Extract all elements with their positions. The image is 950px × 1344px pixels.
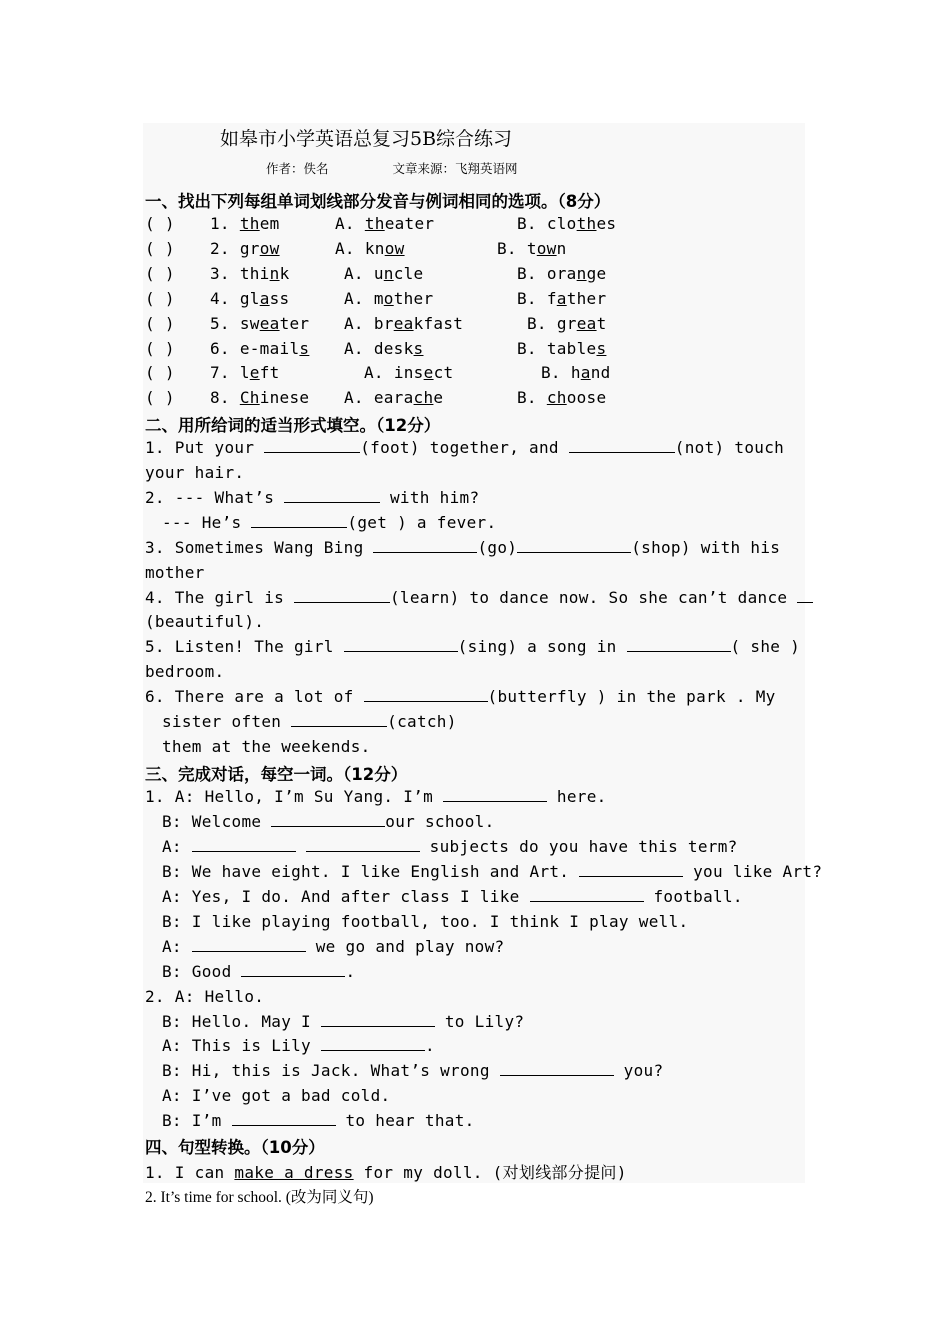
dialog-2-line-4: B: Hi, this is Jack. What’s wrong you?: [162, 1061, 664, 1080]
word-underlined: n: [269, 263, 280, 283]
word-part: ft: [259, 363, 280, 383]
example-word: [210, 289, 290, 308]
example-word: [210, 264, 290, 283]
word-underlined: ch: [413, 388, 434, 408]
word-part: k: [279, 263, 290, 283]
dialog-1-line-6: B: I like playing football, too. I think I play well.: [162, 912, 689, 931]
word-part: ther: [566, 288, 607, 308]
word-part: e: [433, 388, 444, 408]
dialog-2-line-6: B: I’m to hear that.: [162, 1111, 475, 1130]
s2-q3-line2: mother: [145, 563, 205, 582]
word-underlined: n: [576, 263, 587, 283]
word-underlined: n: [383, 263, 394, 283]
option-a: [344, 264, 424, 283]
answer-paren: ( ): [145, 313, 175, 333]
question-number: 1.: [210, 214, 230, 233]
section-3-heading: 三、完成对话，每空一词。（12分）: [145, 765, 408, 784]
option-label: B.: [517, 338, 537, 358]
word-part: gr: [239, 238, 260, 258]
word-part: clo: [546, 214, 577, 233]
word-part: ss: [269, 288, 290, 308]
s2-q6-line2: sister often (catch): [162, 712, 457, 731]
option-b: [497, 239, 567, 258]
option-label: B.: [541, 363, 561, 383]
word-underlined: ow: [384, 238, 405, 258]
s4-q2: 2. It’s time for school. (改为同义句): [145, 1189, 374, 1206]
word-part: kfast: [413, 313, 464, 333]
option-a: [344, 289, 433, 308]
word-part: u: [373, 263, 384, 283]
question-number: 4.: [210, 288, 230, 308]
word-part: gl: [239, 288, 260, 308]
option-a: [344, 388, 443, 407]
word-underlined: s: [596, 338, 607, 358]
word-part: cle: [393, 263, 424, 283]
author: 作者：佚名: [266, 161, 329, 176]
word-part: gr: [556, 313, 577, 333]
word-part: eara: [373, 388, 414, 408]
word-part: f: [546, 288, 557, 308]
example-word: [210, 314, 309, 333]
question-number: 5.: [210, 313, 230, 333]
option-label: A.: [344, 263, 364, 283]
answer-paren: ( ): [145, 263, 175, 283]
option-label: A.: [344, 288, 364, 308]
section-2-heading: 二、用所给词的适当形式填空。（12分）: [145, 416, 441, 435]
section-4-heading: 四、句型转换。（10分）: [145, 1138, 325, 1157]
word-underlined: th: [364, 214, 385, 233]
word-part: t: [526, 238, 537, 258]
answer-paren: ( ): [145, 338, 175, 358]
word-part: ins: [393, 363, 424, 383]
s2-q2-line1: 2. --- What’s with him?: [145, 488, 480, 507]
option-label: B.: [517, 263, 537, 283]
example-word: [210, 388, 309, 407]
word-part: desk: [373, 338, 414, 358]
dialog-1-line-8: B: Good .: [162, 962, 356, 981]
option-label: A.: [344, 338, 364, 358]
option-b: [541, 363, 611, 382]
example-word: [210, 214, 280, 233]
dialog-2-line-5: A: I’ve got a bad cold.: [162, 1086, 391, 1105]
example-word: [210, 339, 309, 358]
word-part: oose: [566, 388, 607, 408]
word-underlined: th: [239, 214, 260, 233]
question-number: 2.: [210, 238, 230, 258]
question-number: 8.: [210, 388, 230, 408]
s2-q6-line3: them at the weekends.: [162, 737, 371, 756]
option-a: [335, 214, 434, 233]
word-part: nd: [590, 363, 611, 383]
option-label: B.: [517, 288, 537, 308]
word-underlined: ea: [393, 313, 414, 333]
word-part: t: [596, 313, 607, 333]
word-underlined: a: [580, 363, 591, 383]
word-part: br: [373, 313, 394, 333]
answer-paren: ( ): [145, 214, 175, 233]
s2-q4-line2: (beautiful).: [145, 612, 265, 631]
word-part: ct: [433, 363, 454, 383]
option-b: [517, 264, 606, 283]
byline: [266, 159, 582, 177]
option-label: A.: [335, 238, 355, 258]
word-part: ora: [546, 263, 577, 283]
question-number: 7.: [210, 363, 230, 383]
word-underlined: ch: [546, 388, 567, 408]
dialog-1-line-5: A: Yes, I do. And after class I like football.: [162, 887, 743, 906]
word-underlined: ea: [259, 313, 280, 333]
dialog-1-line-4: B: We have eight. I like English and Art. you like Art?: [162, 862, 823, 881]
s4-q1: 1. I can make a dress for my doll. (对划线部分提问): [145, 1163, 627, 1182]
word-part: ge: [586, 263, 607, 283]
word-underlined: e: [249, 363, 260, 383]
s2-q6-line1: 6. There are a lot of (butterfly ) in the park . My: [145, 687, 776, 706]
s2-q1-line2: your hair.: [145, 463, 245, 482]
option-b: [517, 289, 606, 308]
example-word: [210, 239, 280, 258]
answer-paren: ( ): [145, 388, 175, 408]
word-underlined: Ch: [239, 388, 260, 408]
word-underlined: ow: [536, 238, 557, 258]
word-part: thi: [239, 263, 270, 283]
answer-paren: ( ): [145, 363, 175, 383]
word-part: m: [373, 288, 384, 308]
s2-q4-line1: 4. The girl is (learn) to dance now. So she can’t dance: [145, 588, 813, 607]
answer-paren: ( ): [145, 288, 175, 308]
word-part: em: [259, 214, 280, 233]
option-label: A.: [344, 388, 364, 408]
word-part: e-mail: [239, 338, 300, 358]
option-b: [527, 314, 607, 333]
underlined-phrase: make a dress: [234, 1163, 354, 1182]
word-underlined: s: [299, 338, 310, 358]
word-underlined: a: [259, 288, 270, 308]
dialog-2-line-1: 2. A: Hello.: [145, 987, 265, 1006]
word-part: inese: [259, 388, 310, 408]
question-number: 3.: [210, 263, 230, 283]
s2-q5-line2: bedroom.: [145, 662, 225, 681]
option-label: B.: [517, 214, 537, 233]
word-underlined: s: [413, 338, 424, 358]
option-b: [517, 388, 606, 407]
section-1-heading: 一、找出下列每组单词划线部分发音与例词相同的选项。（8分）: [145, 192, 611, 211]
dialog-1-line-7: A: we go and play now?: [162, 937, 505, 956]
option-label: A.: [344, 313, 364, 333]
word-part: kn: [364, 238, 385, 258]
word-underlined: ea: [576, 313, 597, 333]
option-label: A.: [364, 363, 384, 383]
dialog-1-line-1: 1. A: Hello, I’m Su Yang. I’m here.: [145, 787, 607, 806]
word-part: eater: [384, 214, 435, 233]
option-a: [364, 363, 453, 382]
dialog-2-line-3: A: This is Lily .: [162, 1036, 435, 1055]
word-part: table: [546, 338, 597, 358]
dialog-1-line-3: A: subjects do you have this term?: [162, 837, 738, 856]
option-label: A.: [335, 214, 355, 233]
answer-paren: ( ): [145, 238, 175, 258]
option-label: B.: [497, 238, 517, 258]
option-label: B.: [527, 313, 547, 333]
document-title: 如皋市小学英语总复习5B综合练习: [220, 128, 513, 150]
source: 文章来源：飞翔英语网: [392, 161, 518, 176]
word-part: es: [596, 214, 617, 233]
s2-q5-line1: 5. Listen! The girl (sing) a song in ( she ): [145, 637, 801, 656]
dialog-1-line-2: B: Welcome our school.: [162, 812, 495, 831]
word-part: ther: [393, 288, 434, 308]
word-underlined: o: [383, 288, 394, 308]
word-underlined: a: [556, 288, 567, 308]
option-a: [335, 239, 405, 258]
word-part: n: [556, 238, 567, 258]
option-label: B.: [517, 388, 537, 408]
option-a: [344, 339, 423, 358]
option-a: [344, 314, 463, 333]
dialog-2-line-2: B: Hello. May I to Lily?: [162, 1012, 525, 1031]
s2-q3-line1: 3. Sometimes Wang Bing (go) (shop) with his: [145, 538, 781, 557]
s2-q2-line2: --- He’s (get ) a fever.: [162, 513, 497, 532]
word-part: h: [570, 363, 581, 383]
word-part: sw: [239, 313, 260, 333]
s2-q1-line1: 1. Put your (foot) together, and (not) touch: [145, 438, 785, 457]
word-underlined: ow: [259, 238, 280, 258]
option-b: [517, 214, 616, 233]
question-number: 6.: [210, 338, 230, 358]
word-underlined: e: [423, 363, 434, 383]
example-word: [210, 363, 280, 382]
word-part: ter: [279, 313, 310, 333]
word-underlined: th: [576, 214, 597, 233]
option-b: [517, 339, 606, 358]
word-part: l: [239, 363, 250, 383]
